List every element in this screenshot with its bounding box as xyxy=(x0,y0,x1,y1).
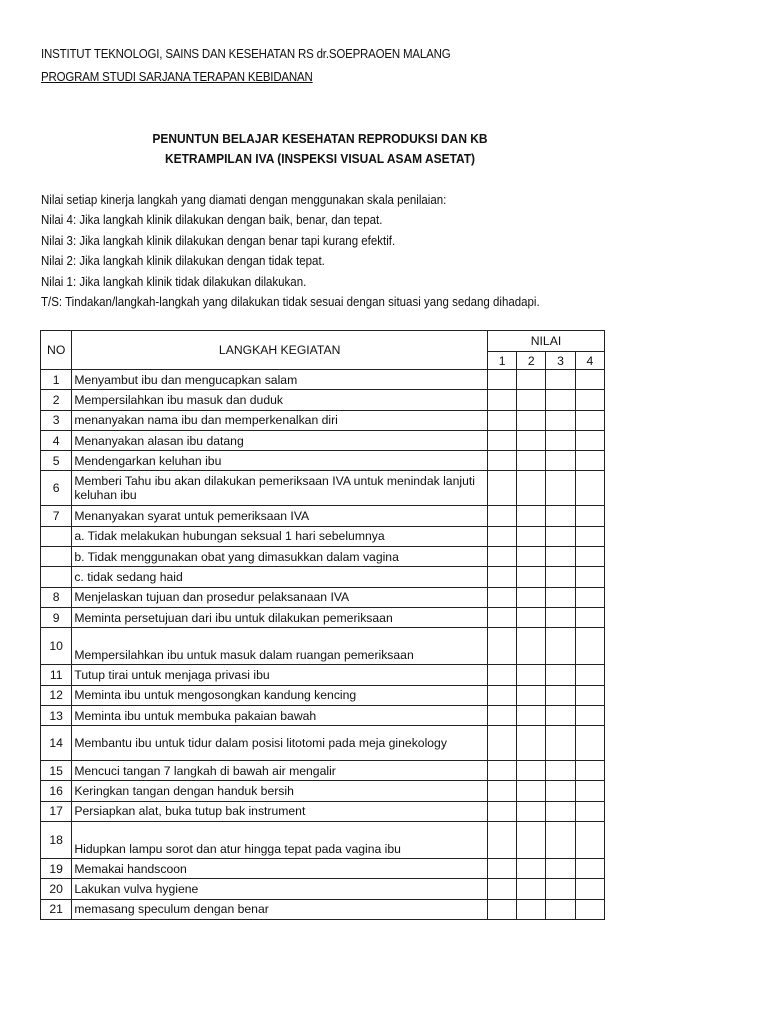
score-cell-1[interactable] xyxy=(487,859,516,879)
row-number xyxy=(41,526,72,546)
row-step: menanyakan nama ibu dan memperkenalkan diri xyxy=(72,410,488,430)
scale-nilai-3: Nilai 3: Jika langkah klinik dilakukan dengan benar tapi kurang efektif. xyxy=(41,233,396,248)
score-cell-3[interactable] xyxy=(546,567,575,587)
table-body xyxy=(41,370,605,920)
score-cell-2[interactable] xyxy=(517,726,546,761)
row-number: 11 xyxy=(41,665,72,685)
row-number: 13 xyxy=(41,705,72,725)
score-cell-2[interactable] xyxy=(517,628,546,665)
program-name: PROGRAM STUDI SARJANA TERAPAN KEBIDANAN xyxy=(41,70,313,84)
col-header-step: LANGKAH KEGIATAN xyxy=(72,331,488,370)
score-cell-3[interactable] xyxy=(546,451,575,471)
score-cell-2[interactable] xyxy=(517,899,546,919)
table-row xyxy=(41,781,605,801)
score-cell-4[interactable] xyxy=(575,607,604,627)
row-number: 6 xyxy=(41,471,72,506)
score-cell-3[interactable] xyxy=(546,547,575,567)
score-cell-3[interactable] xyxy=(546,859,575,879)
score-cell-4[interactable] xyxy=(575,801,604,821)
score-cell-2[interactable] xyxy=(517,451,546,471)
col-header-score-2: 2 xyxy=(517,352,546,370)
row-step: Meminta ibu untuk membuka pakaian bawah xyxy=(72,705,488,725)
score-cell-2[interactable] xyxy=(517,471,546,506)
row-step: Mencuci tangan 7 langkah di bawah air mengalir xyxy=(72,761,488,781)
score-cell-4[interactable] xyxy=(575,567,604,587)
table-row xyxy=(41,726,605,761)
score-cell-2[interactable] xyxy=(517,781,546,801)
score-cell-3[interactable] xyxy=(546,899,575,919)
score-cell-4[interactable] xyxy=(575,665,604,685)
score-cell-1[interactable] xyxy=(487,761,516,781)
score-cell-1[interactable] xyxy=(487,726,516,761)
score-cell-2[interactable] xyxy=(517,685,546,705)
score-cell-1[interactable] xyxy=(487,430,516,450)
row-step: Mendengarkan keluhan ibu xyxy=(72,451,488,471)
score-cell-2[interactable] xyxy=(517,547,546,567)
score-cell-4[interactable] xyxy=(575,685,604,705)
row-number: 9 xyxy=(41,607,72,627)
row-number: 12 xyxy=(41,685,72,705)
score-cell-1[interactable] xyxy=(487,410,516,430)
score-cell-1[interactable] xyxy=(487,587,516,607)
table-row xyxy=(41,506,605,526)
score-cell-3[interactable] xyxy=(546,685,575,705)
score-cell-2[interactable] xyxy=(517,370,546,390)
institution-name: INSTITUT TEKNOLOGI, SAINS DAN KESEHATAN RS dr.SOEPRAOEN MALANG xyxy=(41,47,451,61)
score-cell-2[interactable] xyxy=(517,390,546,410)
table-row xyxy=(41,628,605,665)
score-cell-2[interactable] xyxy=(517,761,546,781)
score-cell-3[interactable] xyxy=(546,430,575,450)
row-number xyxy=(41,547,72,567)
table-row xyxy=(41,430,605,450)
score-cell-1[interactable] xyxy=(487,822,516,859)
score-cell-1[interactable] xyxy=(487,390,516,410)
score-cell-3[interactable] xyxy=(546,526,575,546)
row-step: b. Tidak menggunakan obat yang dimasukkan dalam vagina xyxy=(72,547,488,567)
row-step: Meminta ibu untuk mengosongkan kandung kencing xyxy=(72,685,488,705)
assessment-table xyxy=(40,330,605,920)
row-number: 21 xyxy=(41,899,72,919)
score-cell-3[interactable] xyxy=(546,628,575,665)
table-row xyxy=(41,607,605,627)
score-cell-3[interactable] xyxy=(546,801,575,821)
score-cell-1[interactable] xyxy=(487,547,516,567)
score-cell-2[interactable] xyxy=(517,822,546,859)
table-row xyxy=(41,410,605,430)
score-cell-3[interactable] xyxy=(546,471,575,506)
table-row xyxy=(41,879,605,899)
col-header-no: NO xyxy=(41,331,72,370)
score-cell-4[interactable] xyxy=(575,761,604,781)
score-cell-2[interactable] xyxy=(517,879,546,899)
row-number: 4 xyxy=(41,430,72,450)
table-row xyxy=(41,899,605,919)
score-cell-4[interactable] xyxy=(575,547,604,567)
row-step: Menanyakan syarat untuk pemeriksaan IVA xyxy=(72,506,488,526)
table-row xyxy=(41,665,605,685)
table-row xyxy=(41,705,605,725)
score-cell-1[interactable] xyxy=(487,471,516,506)
scale-intro: Nilai setiap kinerja langkah yang diamati dengan menggunakan skala penilaian: xyxy=(41,193,447,207)
row-number: 18 xyxy=(41,822,72,859)
score-cell-2[interactable] xyxy=(517,859,546,879)
score-cell-1[interactable] xyxy=(487,628,516,665)
score-cell-1[interactable] xyxy=(487,801,516,821)
score-cell-3[interactable] xyxy=(546,410,575,430)
row-step: Meminta persetujuan dari ibu untuk dilakukan pemeriksaan xyxy=(72,607,488,627)
score-cell-1[interactable] xyxy=(487,567,516,587)
row-step: Lakukan vulva hygiene xyxy=(72,879,488,899)
scoring-scale xyxy=(41,190,540,312)
score-cell-3[interactable] xyxy=(546,506,575,526)
score-cell-3[interactable] xyxy=(546,370,575,390)
row-number xyxy=(41,567,72,587)
score-cell-4[interactable] xyxy=(575,410,604,430)
row-number: 16 xyxy=(41,781,72,801)
score-cell-2[interactable] xyxy=(517,410,546,430)
row-number: 3 xyxy=(41,410,72,430)
score-cell-4[interactable] xyxy=(575,859,604,879)
score-cell-4[interactable] xyxy=(575,430,604,450)
table-row xyxy=(41,567,605,587)
document-subtitle: KETRAMPILAN IVA (INSPEKSI VISUAL ASAM ASETAT) xyxy=(164,151,476,166)
col-header-score-4: 4 xyxy=(575,352,604,370)
score-cell-4[interactable] xyxy=(575,390,604,410)
score-cell-3[interactable] xyxy=(546,607,575,627)
score-cell-2[interactable] xyxy=(517,705,546,725)
table-row xyxy=(41,801,605,821)
table-row xyxy=(41,390,605,410)
score-cell-1[interactable] xyxy=(487,705,516,725)
scale-nilai-4: Nilai 4: Jika langkah klinik dilakukan dengan baik, benar, dan tepat. xyxy=(41,213,383,228)
table-row xyxy=(41,547,605,567)
row-number: 1 xyxy=(41,370,72,390)
row-number: 7 xyxy=(41,506,72,526)
score-cell-2[interactable] xyxy=(517,526,546,546)
row-step: Memberi Tahu ibu akan dilakukan pemeriksaan IVA untuk menindak lanjuti keluhan ibu xyxy=(72,471,488,506)
table-row xyxy=(41,761,605,781)
row-step: a. Tidak melakukan hubungan seksual 1 hari sebelumnya xyxy=(72,526,488,546)
score-cell-1[interactable] xyxy=(487,781,516,801)
score-cell-3[interactable] xyxy=(546,781,575,801)
table-row xyxy=(41,451,605,471)
col-header-nilai: NILAI xyxy=(487,331,604,352)
row-number: 17 xyxy=(41,801,72,821)
score-cell-1[interactable] xyxy=(487,899,516,919)
score-cell-3[interactable] xyxy=(546,879,575,899)
score-cell-4[interactable] xyxy=(575,899,604,919)
score-cell-1[interactable] xyxy=(487,607,516,627)
row-step: Mempersilahkan ibu masuk dan duduk xyxy=(72,390,488,410)
table-row xyxy=(41,526,605,546)
row-step: Menjelaskan tujuan dan prosedur pelaksanaan IVA xyxy=(72,587,488,607)
score-cell-4[interactable] xyxy=(575,471,604,506)
score-cell-3[interactable] xyxy=(546,705,575,725)
row-number: 19 xyxy=(41,859,72,879)
score-cell-1[interactable] xyxy=(487,370,516,390)
score-cell-3[interactable] xyxy=(546,822,575,859)
row-number: 15 xyxy=(41,761,72,781)
score-cell-2[interactable] xyxy=(517,801,546,821)
table-row xyxy=(41,471,605,506)
score-cell-4[interactable] xyxy=(575,370,604,390)
score-cell-4[interactable] xyxy=(575,628,604,665)
scale-nilai-1: Nilai 1: Jika langkah klinik tidak dilakukan dilakukan. xyxy=(41,274,307,289)
row-step: Mempersilahkan ibu untuk masuk dalam ruangan pemeriksaan xyxy=(72,628,488,665)
row-step: Tutup tirai untuk menjaga privasi ibu xyxy=(72,665,488,685)
score-cell-4[interactable] xyxy=(575,587,604,607)
score-cell-2[interactable] xyxy=(517,506,546,526)
score-cell-4[interactable] xyxy=(575,451,604,471)
row-step: Memakai handscoon xyxy=(72,859,488,879)
score-cell-4[interactable] xyxy=(575,879,604,899)
score-cell-3[interactable] xyxy=(546,665,575,685)
score-cell-4[interactable] xyxy=(575,781,604,801)
table-row xyxy=(41,822,605,859)
score-cell-1[interactable] xyxy=(487,451,516,471)
score-cell-3[interactable] xyxy=(546,587,575,607)
row-number: 10 xyxy=(41,628,72,665)
row-step: Hidupkan lampu sorot dan atur hingga tepat pada vagina ibu xyxy=(72,822,488,859)
score-cell-3[interactable] xyxy=(546,726,575,761)
score-cell-2[interactable] xyxy=(517,665,546,685)
document-title: PENUNTUN BELAJAR KESEHATAN REPRODUKSI DAN KB xyxy=(152,131,488,146)
row-number: 2 xyxy=(41,390,72,410)
score-cell-4[interactable] xyxy=(575,526,604,546)
row-step: Membantu ibu untuk tidur dalam posisi litotomi pada meja ginekology xyxy=(72,726,488,761)
row-step: Menanyakan alasan ibu datang xyxy=(72,430,488,450)
score-cell-2[interactable] xyxy=(517,430,546,450)
row-step: Menyambut ibu dan mengucapkan salam xyxy=(72,370,488,390)
table-row xyxy=(41,685,605,705)
score-cell-3[interactable] xyxy=(546,390,575,410)
row-step: c. tidak sedang haid xyxy=(72,567,488,587)
score-cell-1[interactable] xyxy=(487,506,516,526)
score-cell-1[interactable] xyxy=(487,879,516,899)
score-cell-1[interactable] xyxy=(487,665,516,685)
row-number: 8 xyxy=(41,587,72,607)
col-header-score-3: 3 xyxy=(546,352,575,370)
score-cell-4[interactable] xyxy=(575,705,604,725)
score-cell-2[interactable] xyxy=(517,587,546,607)
score-cell-4[interactable] xyxy=(575,506,604,526)
score-cell-2[interactable] xyxy=(517,567,546,587)
score-cell-1[interactable] xyxy=(487,685,516,705)
row-number: 14 xyxy=(41,726,72,761)
row-step: memasang speculum dengan benar xyxy=(72,899,488,919)
table-row xyxy=(41,587,605,607)
row-number: 20 xyxy=(41,879,72,899)
row-step: Persiapkan alat, buka tutup bak instrument xyxy=(72,801,488,821)
score-cell-2[interactable] xyxy=(517,607,546,627)
scale-nilai-2: Nilai 2: Jika langkah klinik dilakukan dengan tidak tepat. xyxy=(41,254,325,269)
row-number: 5 xyxy=(41,451,72,471)
table-row xyxy=(41,370,605,390)
score-cell-1[interactable] xyxy=(487,526,516,546)
score-cell-4[interactable] xyxy=(575,726,604,761)
row-step: Keringkan tangan dengan handuk bersih xyxy=(72,781,488,801)
score-cell-4[interactable] xyxy=(575,822,604,859)
table-row xyxy=(41,859,605,879)
scale-ts: T/S: Tindakan/langkah-langkah yang dilakukan tidak sesuai dengan situasi yang sedang dihadapi. xyxy=(41,295,540,310)
score-cell-3[interactable] xyxy=(546,761,575,781)
col-header-score-1: 1 xyxy=(487,352,516,370)
